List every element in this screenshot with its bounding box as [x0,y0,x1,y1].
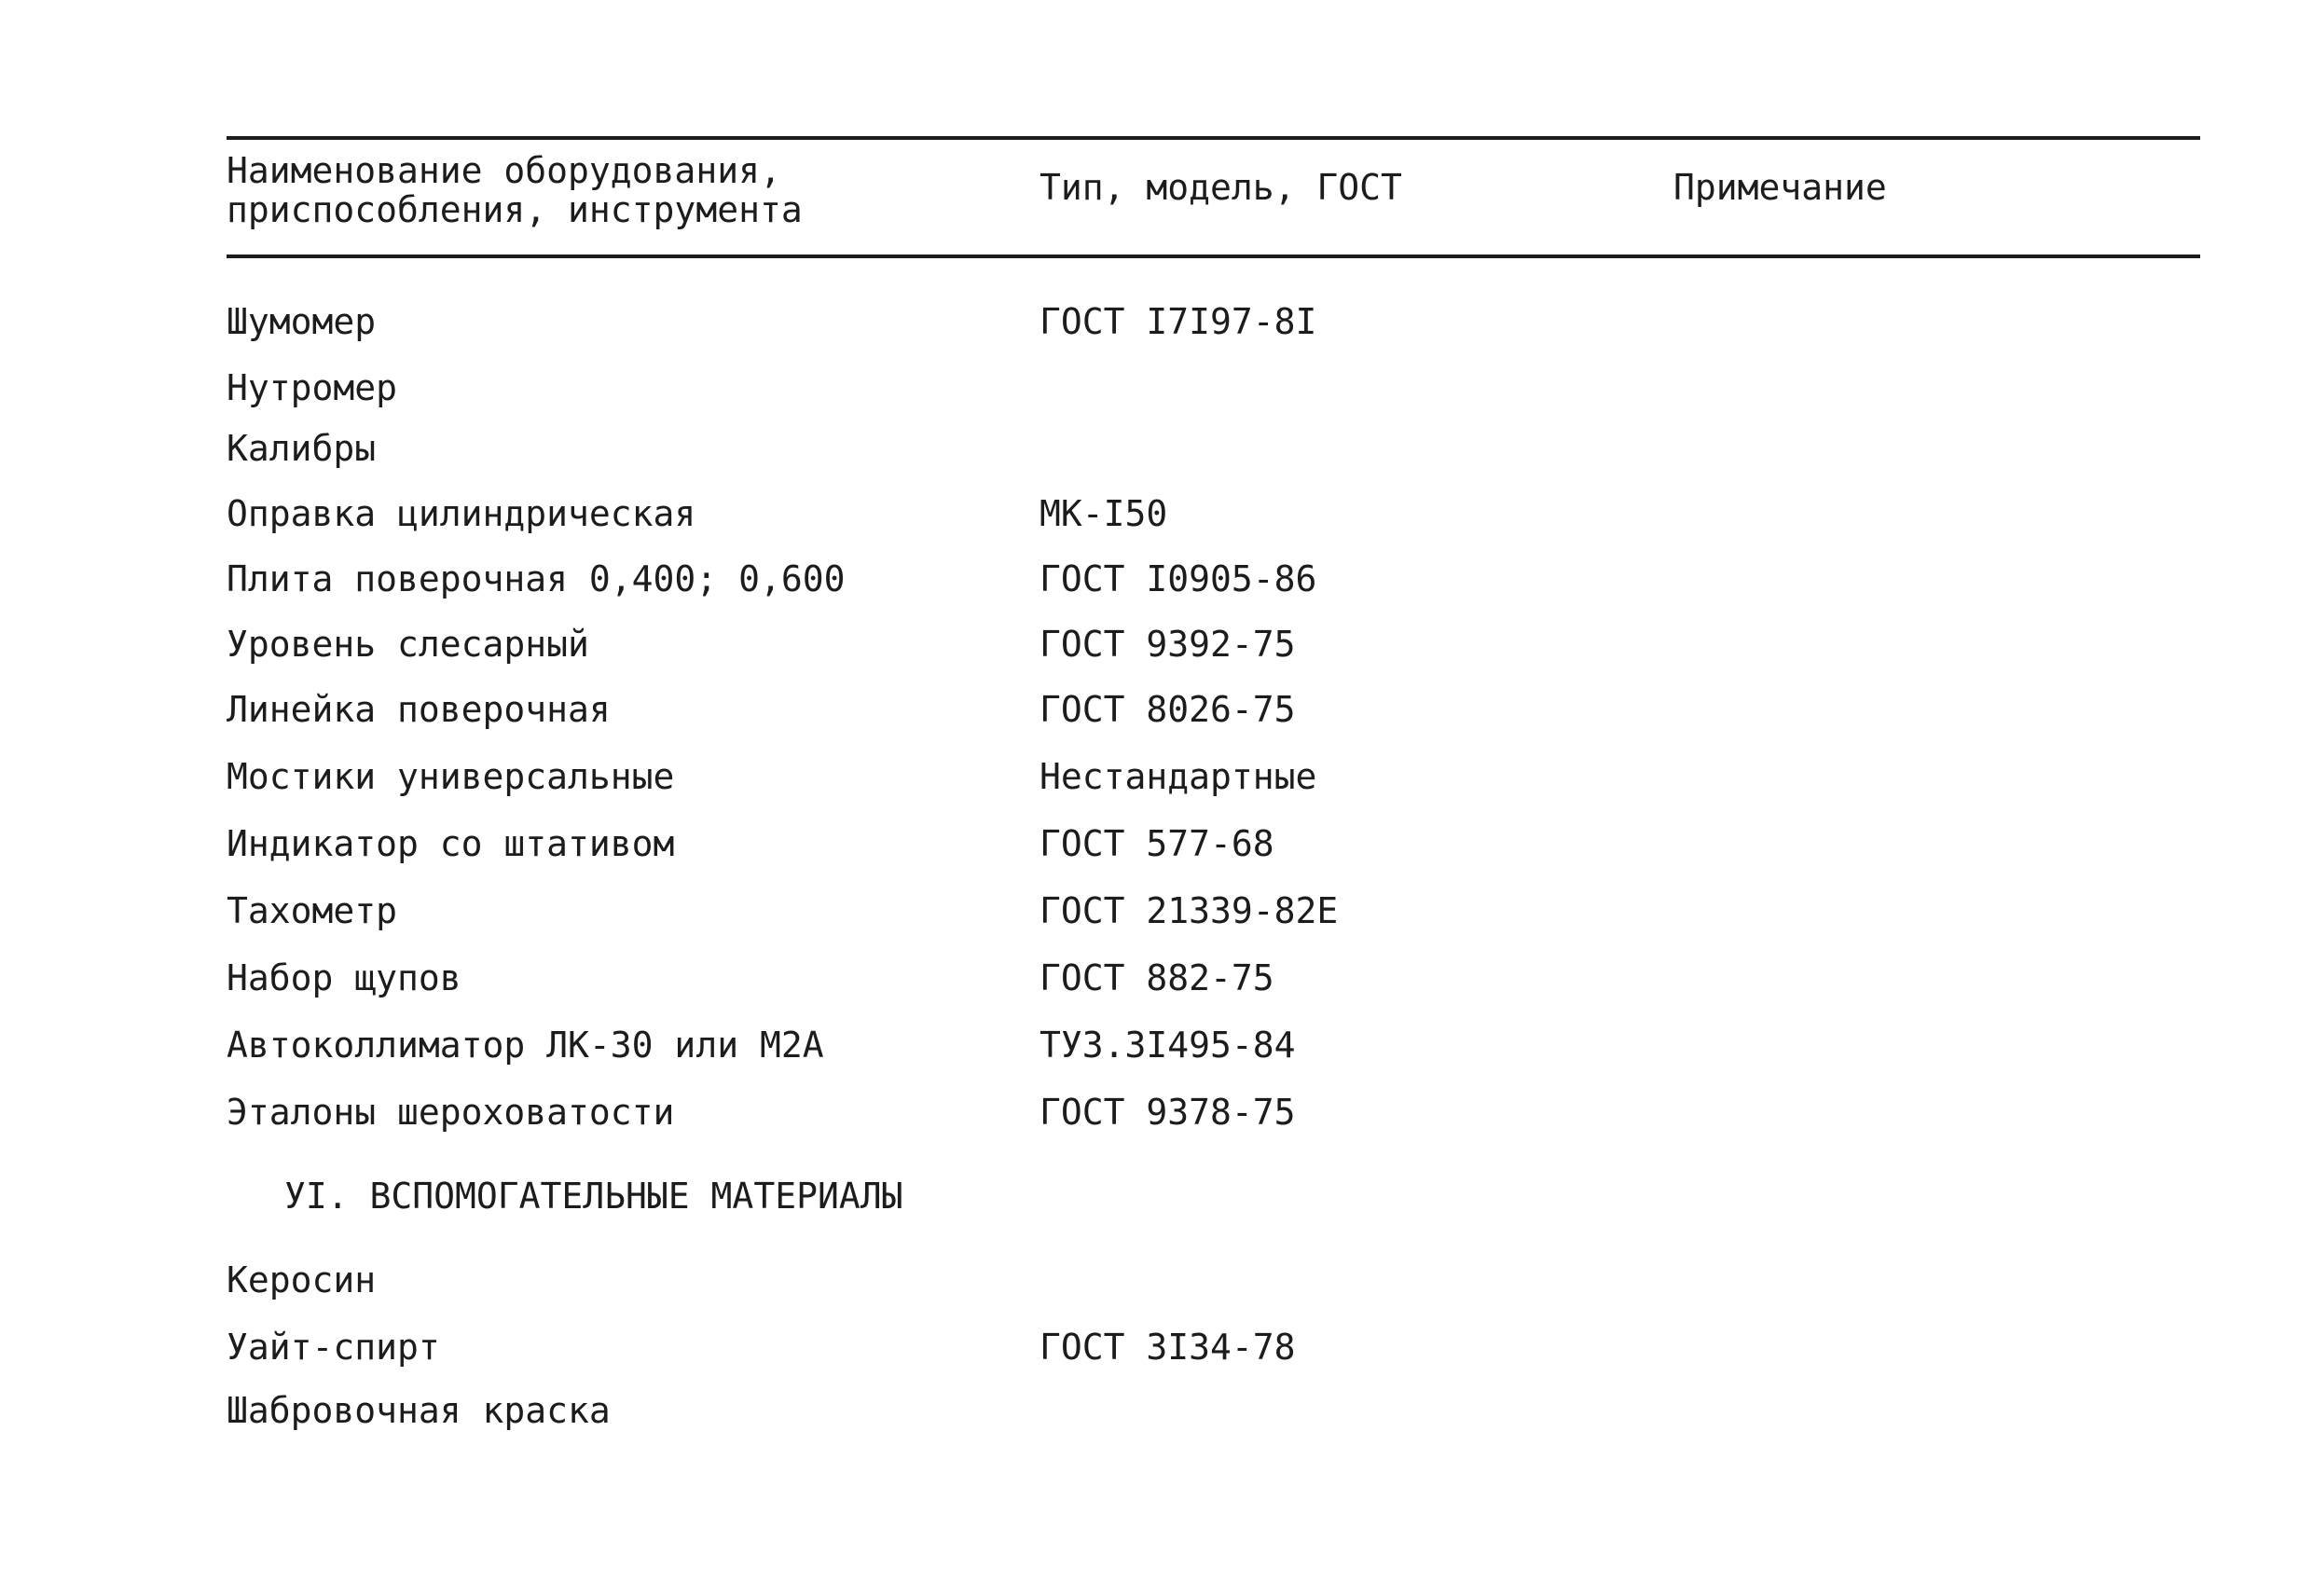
header-bottom-rule [227,255,2200,258]
header-equipment-name [227,151,803,229]
row-name: Шумомер [227,301,377,342]
row-type: ГОСТ 577-68 [1039,823,1274,864]
header-equipment-name-line-2: приспособления, инструмента [227,189,803,230]
table-row [0,822,2313,865]
table-row [0,427,2313,470]
row-type: ГОСТ 9392-75 [1039,624,1296,665]
row-name: Линейка поверочная [227,689,611,730]
row-name: Тахометр [227,890,398,931]
row-name: Плита поверочная 0,400; 0,600 [227,558,846,599]
row-type: ТУ3.3I495-84 [1039,1025,1296,1066]
table-row [0,1091,2313,1134]
row-name: Шабровочная краска [227,1390,611,1431]
row-type: МК-I50 [1039,493,1168,534]
row-name: Эталоны шероховатости [227,1092,675,1133]
row-name: Мостики универсальные [227,756,675,797]
table-row [0,366,2313,409]
table-row [0,623,2313,666]
table-row [0,688,2313,731]
header-equipment-name-line-1: Наименование оборудования, [227,150,781,191]
table-row [0,300,2313,343]
table-row [0,755,2313,798]
header-type-model-gost: Тип, модель, ГОСТ [1039,167,1402,208]
header-top-rule [227,136,2200,140]
row-name: Оправка цилиндрическая [227,493,696,534]
table-row [0,1389,2313,1432]
table-row [0,492,2313,535]
table-row [0,1024,2313,1066]
table-row [0,889,2313,932]
row-name: Калибры [227,428,377,469]
row-type: ГОСТ I7I97-8I [1039,301,1317,342]
row-name: Индикатор со штативом [227,823,675,864]
row-name: Набор щупов [227,957,461,998]
row-type: ГОСТ 21339-82Е [1039,890,1339,931]
row-type: Нестандартные [1039,756,1317,797]
row-name: Нутромер [227,367,398,408]
row-name: Уровень слесарный [227,624,589,665]
row-name: Уайт-спирт [227,1327,440,1368]
table-row [0,557,2313,600]
row-type: ГОСТ 9378-75 [1039,1092,1296,1133]
row-type: ГОСТ 3I34-78 [1039,1327,1296,1368]
header-note: Примечание [1673,167,1887,208]
row-name: Керосин [227,1259,377,1300]
table-row [0,956,2313,999]
table-row [0,1259,2313,1301]
section-title: УI. ВСПОМОГАТЕЛЬНЫЕ МАТЕРИАЛЫ [284,1176,903,1217]
row-type: ГОСТ I0905-86 [1039,558,1317,599]
row-type: ГОСТ 882-75 [1039,957,1274,998]
row-type: ГОСТ 8026-75 [1039,689,1296,730]
row-name: Автоколлиматор ЛК-30 или М2А [227,1025,824,1066]
table-row [0,1326,2313,1369]
